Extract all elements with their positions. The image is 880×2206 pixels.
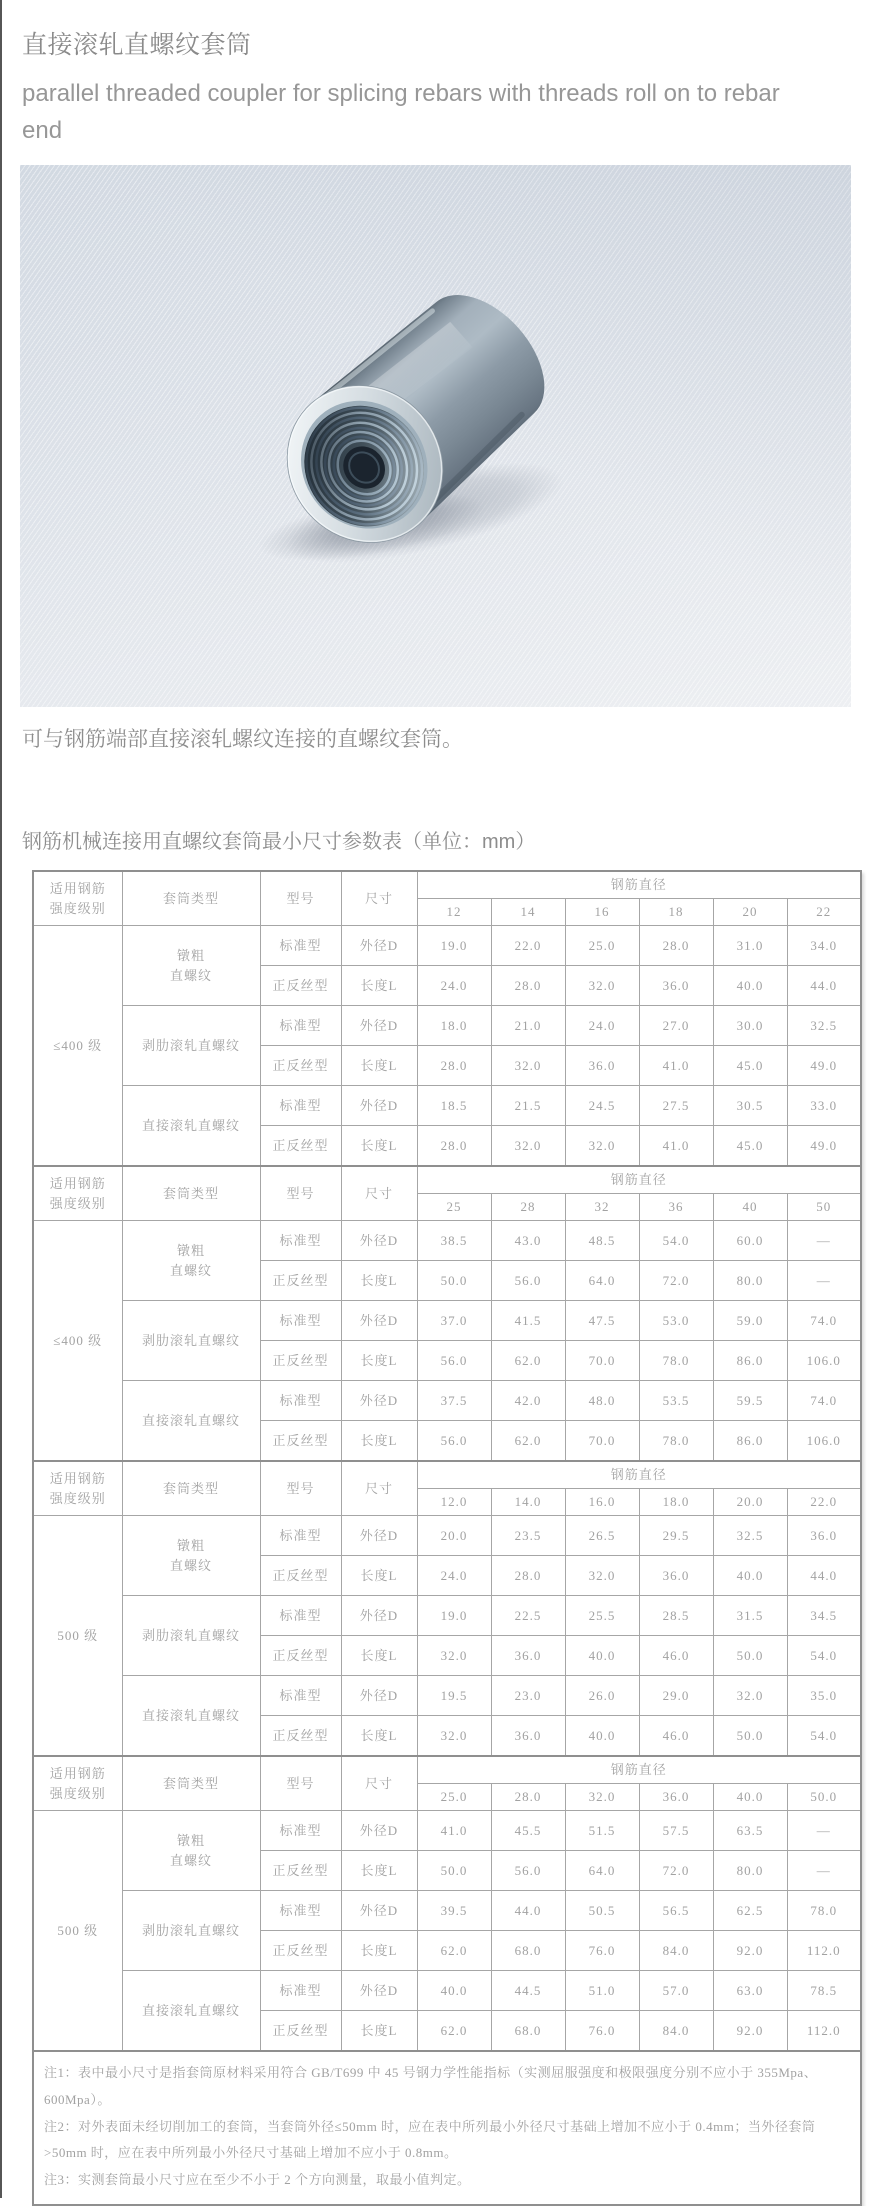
outer-diameter-value: 19.5: [417, 1676, 491, 1716]
length-value: 80.0: [713, 1261, 787, 1301]
outer-diameter-value: —: [787, 1221, 861, 1261]
outer-diameter-value: 26.0: [565, 1676, 639, 1716]
outer-diameter-value: 25.0: [565, 926, 639, 966]
length-value: 106.0: [787, 1421, 861, 1462]
length-value: 76.0: [565, 2011, 639, 2052]
outer-diameter-value: 63.0: [713, 1971, 787, 2011]
table-row: [33, 1086, 861, 1126]
length-value: —: [787, 1851, 861, 1891]
outer-diameter-value: 23.0: [491, 1676, 565, 1716]
outer-diameter-value: 36.0: [787, 1516, 861, 1556]
table-row: [33, 1166, 861, 1194]
model-reverse-thread-cell: 正反丝型: [260, 966, 341, 1006]
table-row: [33, 926, 861, 966]
outer-diameter-value: 39.5: [417, 1891, 491, 1931]
length-value: 64.0: [565, 1261, 639, 1301]
model-reverse-thread-cell: 正反丝型: [260, 1126, 341, 1167]
header-diameter-value: 32: [565, 1194, 639, 1221]
header-diameter-value: 36: [639, 1194, 713, 1221]
length-value: 68.0: [491, 1931, 565, 1971]
size-length-label: 长度L: [341, 1046, 417, 1086]
header-diameter-value: 50: [787, 1194, 861, 1221]
header-coupler-type: 套筒类型: [122, 871, 260, 926]
length-value: 72.0: [639, 1261, 713, 1301]
size-outer-diameter-label: 外径D: [341, 1811, 417, 1851]
length-value: 72.0: [639, 1851, 713, 1891]
header-diameter-value: 14: [491, 899, 565, 926]
outer-diameter-value: 29.0: [639, 1676, 713, 1716]
coupler-type-cell: 直接滚轧直螺纹: [122, 1086, 260, 1167]
length-value: 56.0: [417, 1421, 491, 1462]
outer-diameter-value: 54.0: [639, 1221, 713, 1261]
length-value: 80.0: [713, 1851, 787, 1891]
header-diameter-value: 20.0: [713, 1489, 787, 1516]
outer-diameter-value: 18.5: [417, 1086, 491, 1126]
outer-diameter-value: 63.5: [713, 1811, 787, 1851]
header-diameter-value: 16: [565, 899, 639, 926]
length-value: 28.0: [417, 1126, 491, 1167]
size-length-label: 长度L: [341, 1636, 417, 1676]
model-reverse-thread-cell: 正反丝型: [260, 1716, 341, 1757]
table-row: [33, 1461, 861, 1489]
length-value: 92.0: [713, 1931, 787, 1971]
outer-diameter-value: 62.5: [713, 1891, 787, 1931]
table-row: [33, 1756, 861, 1784]
table-notes: [33, 2051, 861, 2204]
outer-diameter-value: 51.0: [565, 1971, 639, 2011]
outer-diameter-value: 45.5: [491, 1811, 565, 1851]
coupler-type-cell: 镦粗 直螺纹: [122, 1516, 260, 1596]
length-value: 44.0: [787, 1556, 861, 1596]
header-rebar-diameter: 钢筋直径: [417, 1166, 861, 1194]
header-diameter-value: 22: [787, 899, 861, 926]
model-reverse-thread-cell: 正反丝型: [260, 1261, 341, 1301]
length-value: 36.0: [565, 1046, 639, 1086]
length-value: 56.0: [417, 1341, 491, 1381]
table-note: 注3：实测套筒最小尺寸应在至少不小于 2 个方向测量，取最小值判定。: [44, 2171, 471, 2187]
size-outer-diameter-label: 外径D: [341, 1516, 417, 1556]
length-value: 36.0: [491, 1636, 565, 1676]
outer-diameter-value: 51.5: [565, 1811, 639, 1851]
outer-diameter-value: 19.0: [417, 1596, 491, 1636]
length-value: 62.0: [417, 1931, 491, 1971]
model-standard-cell: 标准型: [260, 1596, 341, 1636]
length-value: 62.0: [491, 1341, 565, 1381]
outer-diameter-value: 33.0: [787, 1086, 861, 1126]
length-value: 92.0: [713, 2011, 787, 2052]
outer-diameter-value: 24.0: [565, 1006, 639, 1046]
table-row: [33, 1006, 861, 1046]
size-outer-diameter-label: 外径D: [341, 926, 417, 966]
coupler-type-cell: 镦粗 直螺纹: [122, 926, 260, 1006]
length-value: 28.0: [417, 1046, 491, 1086]
spec-table: [32, 870, 862, 2205]
length-value: 106.0: [787, 1341, 861, 1381]
header-rebar-diameter: 钢筋直径: [417, 1756, 861, 1784]
length-value: 36.0: [639, 966, 713, 1006]
outer-diameter-value: 44.0: [491, 1891, 565, 1931]
table-row: [33, 1891, 861, 1931]
length-value: 54.0: [787, 1716, 861, 1757]
table-row: [33, 1971, 861, 2011]
length-value: 70.0: [565, 1341, 639, 1381]
model-standard-cell: 标准型: [260, 1006, 341, 1046]
model-standard-cell: 标准型: [260, 1381, 341, 1421]
length-value: 50.0: [417, 1851, 491, 1891]
header-diameter-value: 22.0: [787, 1489, 861, 1516]
length-value: —: [787, 1261, 861, 1301]
strength-class-cell: ≤400 级: [33, 1221, 122, 1462]
outer-diameter-value: 32.5: [713, 1516, 787, 1556]
length-value: 50.0: [417, 1261, 491, 1301]
length-value: 54.0: [787, 1636, 861, 1676]
header-diameter-value: 25.0: [417, 1784, 491, 1811]
header-strength-class: 适用钢筋 强度级别: [33, 871, 122, 926]
header-diameter-value: 40: [713, 1194, 787, 1221]
header-model: 型号: [260, 871, 341, 926]
length-value: 112.0: [787, 2011, 861, 2052]
outer-diameter-value: 57.0: [639, 1971, 713, 2011]
length-value: 40.0: [713, 966, 787, 1006]
length-value: 32.0: [491, 1126, 565, 1167]
size-length-label: 长度L: [341, 2011, 417, 2052]
coupler-type-cell: 剥肋滚轧直螺纹: [122, 1301, 260, 1381]
length-value: 49.0: [787, 1126, 861, 1167]
model-reverse-thread-cell: 正反丝型: [260, 1636, 341, 1676]
outer-diameter-value: 22.5: [491, 1596, 565, 1636]
length-value: 36.0: [639, 1556, 713, 1596]
header-model: 型号: [260, 1461, 341, 1516]
table-row: [33, 2051, 861, 2204]
length-value: 62.0: [491, 1421, 565, 1462]
length-value: 78.0: [639, 1421, 713, 1462]
coupler-type-cell: 直接滚轧直螺纹: [122, 1971, 260, 2052]
outer-diameter-value: 56.5: [639, 1891, 713, 1931]
strength-class-cell: ≤400 级: [33, 926, 122, 1167]
outer-diameter-value: 37.5: [417, 1381, 491, 1421]
header-coupler-type: 套筒类型: [122, 1461, 260, 1516]
outer-diameter-value: 30.0: [713, 1006, 787, 1046]
outer-diameter-value: 32.5: [787, 1006, 861, 1046]
outer-diameter-value: 30.5: [713, 1086, 787, 1126]
outer-diameter-value: 41.0: [417, 1811, 491, 1851]
page-subtitle-en: parallel threaded coupler for splicing rebars with threads roll on to rebar end: [22, 80, 780, 145]
outer-diameter-value: 27.0: [639, 1006, 713, 1046]
table-row: [33, 871, 861, 899]
outer-diameter-value: 44.5: [491, 1971, 565, 2011]
length-value: 32.0: [491, 1046, 565, 1086]
length-value: 112.0: [787, 1931, 861, 1971]
length-value: 70.0: [565, 1421, 639, 1462]
length-value: 64.0: [565, 1851, 639, 1891]
length-value: 40.0: [565, 1636, 639, 1676]
size-length-label: 长度L: [341, 966, 417, 1006]
coupler-type-cell: 直接滚轧直螺纹: [122, 1381, 260, 1462]
outer-diameter-value: 23.5: [491, 1516, 565, 1556]
outer-diameter-value: 74.0: [787, 1301, 861, 1341]
length-value: 56.0: [491, 1851, 565, 1891]
header-size: 尺寸: [341, 1166, 417, 1221]
outer-diameter-value: 60.0: [713, 1221, 787, 1261]
header-coupler-type: 套筒类型: [122, 1166, 260, 1221]
model-standard-cell: 标准型: [260, 1516, 341, 1556]
outer-diameter-value: 50.5: [565, 1891, 639, 1931]
table-row: [33, 1221, 861, 1261]
length-value: 76.0: [565, 1931, 639, 1971]
header-diameter-value: 32.0: [565, 1784, 639, 1811]
table-row: [33, 1516, 861, 1556]
outer-diameter-value: 20.0: [417, 1516, 491, 1556]
outer-diameter-value: 21.0: [491, 1006, 565, 1046]
header-diameter-value: 18.0: [639, 1489, 713, 1516]
header-diameter-value: 25: [417, 1194, 491, 1221]
length-value: 50.0: [713, 1716, 787, 1757]
header-diameter-value: 20: [713, 899, 787, 926]
outer-diameter-value: 38.5: [417, 1221, 491, 1261]
model-standard-cell: 标准型: [260, 1971, 341, 2011]
coupler-type-cell: 镦粗 直螺纹: [122, 1811, 260, 1891]
header-diameter-value: 18: [639, 899, 713, 926]
outer-diameter-value: 26.5: [565, 1516, 639, 1556]
size-length-label: 长度L: [341, 1261, 417, 1301]
model-standard-cell: 标准型: [260, 1221, 341, 1261]
length-value: 32.0: [565, 966, 639, 1006]
outer-diameter-value: 21.5: [491, 1086, 565, 1126]
table-row: [33, 1301, 861, 1341]
table-note: 注2：对外表面未经切削加工的套筒，当套筒外径≤50mm 时，应在表中所列最小外径尺寸基础上增加不应小于 0.4mm；当外径套筒>50mm 时，应在表中所列最小外径尺寸基础上增加不应小于 0.8mm。: [44, 2118, 816, 2161]
header-diameter-value: 12.0: [417, 1489, 491, 1516]
outer-diameter-value: 78.0: [787, 1891, 861, 1931]
length-value: 41.0: [639, 1046, 713, 1086]
length-value: 86.0: [713, 1421, 787, 1462]
header-diameter-value: 40.0: [713, 1784, 787, 1811]
outer-diameter-value: 22.0: [491, 926, 565, 966]
header-strength-class: 适用钢筋 强度级别: [33, 1756, 122, 1811]
model-reverse-thread-cell: 正反丝型: [260, 1556, 341, 1596]
length-value: 45.0: [713, 1126, 787, 1167]
strength-class-cell: 500 级: [33, 1516, 122, 1757]
size-length-label: 长度L: [341, 1556, 417, 1596]
model-standard-cell: 标准型: [260, 1086, 341, 1126]
header-strength-class: 适用钢筋 强度级别: [33, 1166, 122, 1221]
outer-diameter-value: 24.5: [565, 1086, 639, 1126]
header-diameter-value: 16.0: [565, 1489, 639, 1516]
length-value: 84.0: [639, 1931, 713, 1971]
outer-diameter-value: —: [787, 1811, 861, 1851]
coupler-type-cell: 剥肋滚轧直螺纹: [122, 1596, 260, 1676]
length-value: 24.0: [417, 966, 491, 1006]
length-value: 32.0: [565, 1556, 639, 1596]
length-value: 40.0: [713, 1556, 787, 1596]
model-standard-cell: 标准型: [260, 1891, 341, 1931]
outer-diameter-value: 28.0: [639, 926, 713, 966]
outer-diameter-value: 74.0: [787, 1381, 861, 1421]
table-title: 钢筋机械连接用直螺纹套筒最小尺寸参数表（单位：mm）: [22, 831, 536, 854]
size-outer-diameter-label: 外径D: [341, 1086, 417, 1126]
coupler-type-cell: 镦粗 直螺纹: [122, 1221, 260, 1301]
header-diameter-value: 28: [491, 1194, 565, 1221]
model-standard-cell: 标准型: [260, 926, 341, 966]
model-reverse-thread-cell: 正反丝型: [260, 1046, 341, 1086]
length-value: 36.0: [491, 1716, 565, 1757]
outer-diameter-value: 28.5: [639, 1596, 713, 1636]
length-value: 49.0: [787, 1046, 861, 1086]
outer-diameter-value: 48.5: [565, 1221, 639, 1261]
size-length-label: 长度L: [341, 1716, 417, 1757]
table-row: [33, 1811, 861, 1851]
outer-diameter-value: 57.5: [639, 1811, 713, 1851]
length-value: 32.0: [417, 1716, 491, 1757]
outer-diameter-value: 19.0: [417, 926, 491, 966]
outer-diameter-value: 18.0: [417, 1006, 491, 1046]
length-value: 32.0: [417, 1636, 491, 1676]
outer-diameter-value: 29.5: [639, 1516, 713, 1556]
model-standard-cell: 标准型: [260, 1676, 341, 1716]
model-reverse-thread-cell: 正反丝型: [260, 1851, 341, 1891]
product-photo: [20, 165, 851, 707]
length-value: 46.0: [639, 1716, 713, 1757]
outer-diameter-value: 35.0: [787, 1676, 861, 1716]
model-reverse-thread-cell: 正反丝型: [260, 2011, 341, 2052]
outer-diameter-value: 41.5: [491, 1301, 565, 1341]
outer-diameter-value: 40.0: [417, 1971, 491, 2011]
header-diameter-value: 28.0: [491, 1784, 565, 1811]
spec-table-body: [33, 871, 861, 2204]
outer-diameter-value: 53.0: [639, 1301, 713, 1341]
size-outer-diameter-label: 外径D: [341, 1676, 417, 1716]
length-value: 84.0: [639, 2011, 713, 2052]
size-outer-diameter-label: 外径D: [341, 1971, 417, 2011]
page-title: 直接滚轧直螺纹套筒: [22, 31, 252, 59]
header-strength-class: 适用钢筋 强度级别: [33, 1461, 122, 1516]
header-diameter-value: 12: [417, 899, 491, 926]
size-outer-diameter-label: 外径D: [341, 1221, 417, 1261]
outer-diameter-value: 47.5: [565, 1301, 639, 1341]
model-standard-cell: 标准型: [260, 1811, 341, 1851]
size-length-label: 长度L: [341, 1341, 417, 1381]
outer-diameter-value: 42.0: [491, 1381, 565, 1421]
outer-diameter-value: 59.0: [713, 1301, 787, 1341]
outer-diameter-value: 37.0: [417, 1301, 491, 1341]
strength-class-cell: 500 级: [33, 1811, 122, 2052]
header-model: 型号: [260, 1166, 341, 1221]
header-size: 尺寸: [341, 1756, 417, 1811]
model-reverse-thread-cell: 正反丝型: [260, 1421, 341, 1462]
coupler-type-cell: 剥肋滚轧直螺纹: [122, 1891, 260, 1971]
table-row: [33, 1596, 861, 1636]
table-row: [33, 1676, 861, 1716]
length-value: 68.0: [491, 2011, 565, 2052]
outer-diameter-value: 32.0: [713, 1676, 787, 1716]
outer-diameter-value: 78.5: [787, 1971, 861, 2011]
coupler-type-cell: 直接滚轧直螺纹: [122, 1676, 260, 1757]
length-value: 44.0: [787, 966, 861, 1006]
outer-diameter-value: 25.5: [565, 1596, 639, 1636]
header-diameter-value: 36.0: [639, 1784, 713, 1811]
size-length-label: 长度L: [341, 1126, 417, 1167]
size-outer-diameter-label: 外径D: [341, 1006, 417, 1046]
size-length-label: 长度L: [341, 1421, 417, 1462]
header-diameter-value: 50.0: [787, 1784, 861, 1811]
size-outer-diameter-label: 外径D: [341, 1891, 417, 1931]
coupler-type-cell: 剥肋滚轧直螺纹: [122, 1006, 260, 1086]
length-value: 41.0: [639, 1126, 713, 1167]
size-length-label: 长度L: [341, 1931, 417, 1971]
photo-caption: 可与钢筋端部直接滚轧螺纹连接的直螺纹套筒。: [22, 728, 463, 752]
table-note: 注1：表中最小尺寸是指套筒原材料采用符合 GB/T699 中 45 号钢力学性能指标（实测屈服强度和极限强度分别不应小于 355Mpa、600Mpa）。: [44, 2065, 818, 2108]
length-value: 46.0: [639, 1636, 713, 1676]
outer-diameter-value: 31.0: [713, 926, 787, 966]
size-outer-diameter-label: 外径D: [341, 1381, 417, 1421]
header-size: 尺寸: [341, 871, 417, 926]
model-reverse-thread-cell: 正反丝型: [260, 1931, 341, 1971]
length-value: 56.0: [491, 1261, 565, 1301]
outer-diameter-value: 48.0: [565, 1381, 639, 1421]
length-value: 24.0: [417, 1556, 491, 1596]
length-value: 28.0: [491, 966, 565, 1006]
coupler-photo-illustration: [20, 165, 851, 707]
header-coupler-type: 套筒类型: [122, 1756, 260, 1811]
size-length-label: 长度L: [341, 1851, 417, 1891]
model-standard-cell: 标准型: [260, 1301, 341, 1341]
outer-diameter-value: 53.5: [639, 1381, 713, 1421]
length-value: 50.0: [713, 1636, 787, 1676]
outer-diameter-value: 34.0: [787, 926, 861, 966]
outer-diameter-value: 31.5: [713, 1596, 787, 1636]
outer-diameter-value: 43.0: [491, 1221, 565, 1261]
header-size: 尺寸: [341, 1461, 417, 1516]
model-reverse-thread-cell: 正反丝型: [260, 1341, 341, 1381]
length-value: 40.0: [565, 1716, 639, 1757]
size-outer-diameter-label: 外径D: [341, 1596, 417, 1636]
size-outer-diameter-label: 外径D: [341, 1301, 417, 1341]
length-value: 62.0: [417, 2011, 491, 2052]
header-rebar-diameter: 钢筋直径: [417, 871, 861, 899]
header-rebar-diameter: 钢筋直径: [417, 1461, 861, 1489]
length-value: 45.0: [713, 1046, 787, 1086]
header-model: 型号: [260, 1756, 341, 1811]
outer-diameter-value: 59.5: [713, 1381, 787, 1421]
length-value: 86.0: [713, 1341, 787, 1381]
table-row: [33, 1381, 861, 1421]
page-left-border: [0, 0, 2, 2198]
header-diameter-value: 14.0: [491, 1489, 565, 1516]
length-value: 28.0: [491, 1556, 565, 1596]
outer-diameter-value: 27.5: [639, 1086, 713, 1126]
length-value: 78.0: [639, 1341, 713, 1381]
outer-diameter-value: 34.5: [787, 1596, 861, 1636]
length-value: 32.0: [565, 1126, 639, 1167]
